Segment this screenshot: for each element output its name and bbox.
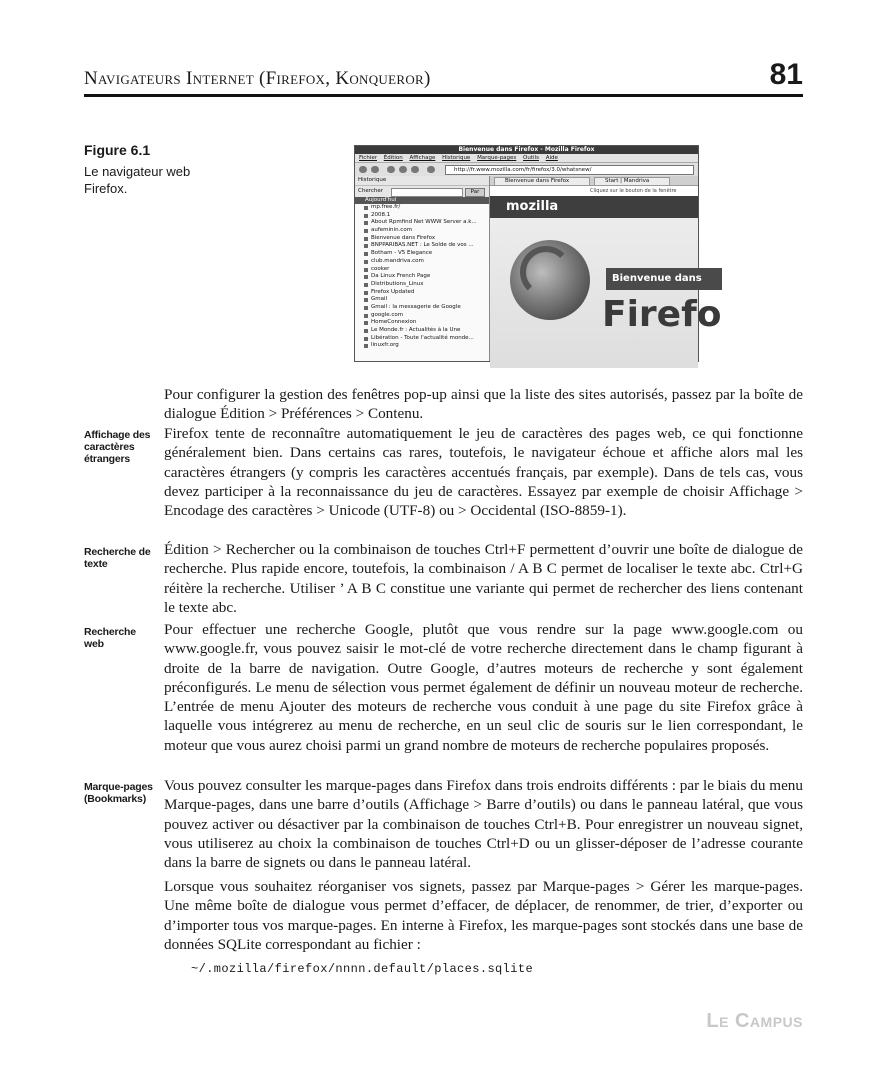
menu-item: Aide <box>545 155 558 161</box>
history-item: HomeConnexion <box>355 319 489 327</box>
firefox-logo-icon <box>510 240 590 320</box>
history-item: Gmail : la messagerie de Google <box>355 304 489 312</box>
history-item: google.com <box>355 312 489 320</box>
sidebar-title: Historique <box>355 176 489 186</box>
chapter-title: Navigateurs Internet (Firefox, Konqueror) <box>84 68 431 89</box>
page-number: 81 <box>769 58 803 91</box>
history-item: Gmail <box>355 296 489 304</box>
menu-item: Historique <box>442 155 471 161</box>
tab-mandriva: Start | Mandriva <box>594 177 670 186</box>
menu-item: Marque-pages <box>477 155 517 161</box>
mozilla-band: mozilla <box>490 196 698 218</box>
view-button: Par <box>465 188 485 197</box>
globe-icon <box>427 166 435 173</box>
margin-note: Recherche web <box>84 626 136 650</box>
sidebar-search <box>355 186 489 197</box>
menu-item: Outils <box>523 155 539 161</box>
search-label: Chercher <box>358 188 384 194</box>
history-item: BNPPARIBAS.NET : Le Solde de vos ... <box>355 242 489 250</box>
menu-item: Affichage <box>409 155 436 161</box>
url-bar: http://fr.www.mozilla.com/fr/firefox/3.0/whatsnew/ <box>445 165 694 175</box>
hero <box>490 218 722 368</box>
window-title: Bienvenue dans Firefox - Mozilla Firefox <box>355 146 698 154</box>
product-name: Firefo <box>602 294 722 335</box>
code-path: ~/.mozilla/firefox/nnnn.default/places.sqlite <box>191 962 534 976</box>
firefox-screenshot <box>354 145 722 362</box>
history-item: linuxfr.org <box>355 342 489 350</box>
history-item: Botham - V5 Elegance <box>355 250 489 258</box>
history-item: Libération - Toute l'actualité monde... <box>355 335 489 343</box>
history-item: cooker <box>355 266 489 274</box>
page-content <box>490 186 722 361</box>
welcome-text: Bienvenue dans <box>606 268 722 290</box>
figure-label: Figure 6.1 <box>84 142 151 158</box>
history-item: Da Linux French Page <box>355 273 489 281</box>
history-item: aufeminin.com <box>355 227 489 235</box>
stop-icon <box>399 166 407 173</box>
publisher-logo: Le Campus <box>706 1010 803 1032</box>
info-bar: Cliquez sur le bouton de la fenêtre <box>490 186 698 196</box>
figure-caption: Le navigateur web Firefox. <box>84 164 191 196</box>
margin-note: Affichage des caractères étrangers <box>84 429 151 465</box>
margin-note: Recherche de texte <box>84 546 151 570</box>
history-item: Bienvenue dans Firefox <box>355 235 489 243</box>
nav-toolbar <box>355 163 698 177</box>
running-header <box>84 58 803 97</box>
paragraph-bookmarks: Vous pouvez consulter les marque-pages dans Firefox dans trois endroits différents : par le biais du menu Marque-pages, dans une barre d’outils (Affichage > Barre d’outils) ou dans le panneau latéral, que vous pouvez activer ou désactiver par la combinaison de touches Ctrl+B. Pour enregistrer un nouveau signet, vous utiliserez au choix la combinaison de touches Ctrl+D ou un glisser-déposer de l’adresse courante dans la barre de signets ou dans le panneau latéral. <box>164 777 803 872</box>
history-item: About Rpmfind Net WWW Server a.k... <box>355 219 489 227</box>
history-item: Firefox Updated <box>355 289 489 297</box>
forward-icon <box>371 166 379 173</box>
history-sidebar <box>355 176 490 361</box>
margin-note: Marque-pages (Bookmarks) <box>84 781 153 805</box>
paragraph-manage-bookmarks: Lorsque vous souhaitez réorganiser vos signets, passez par Marque-pages > Gérer les marque-pages. Une même boîte de dialogue vous permet d’effacer, de déplacer, de renommer, de trier, d’exporter ou d’importer tous vos marque-pages. En interne à Firefox, les marque-pages sont stockés dans une base de données SQLite correspondant au fichier : <box>164 878 803 953</box>
history-item: club.mandriva.com <box>355 258 489 266</box>
history-item: Le Monde.fr : Actualités à la Une <box>355 327 489 335</box>
history-item: mp.free.fr/ <box>355 204 489 212</box>
paragraph-popups: Pour configurer la gestion des fenêtres pop-up ainsi que la liste des sites autorisés, passez par la boîte de dialogue Édition > Préférences > Contenu. <box>164 386 803 423</box>
menu-item: Édition <box>383 155 403 161</box>
history-item: Distributions_Linux <box>355 281 489 289</box>
paragraph-web-search: Pour effectuer une recherche Google, plutôt que vous rendre sur la page www.google.com ou www.google.fr, vous pouvez saisir le mot-clé de votre recherche directement dans le champ figurant à droite de la barre de navigation. Outre Google, d’autres moteurs de recherche y sont également préconfigurés. Le menu de sélection vous permet également de définir un nouveau moteur de recherche. L’entrée de menu Ajouter des moteurs de recherche vous conduit à une page du site Firefox grâce à laquelle vous intégrerez au menu de recherche, en un seul clic de souris sur le lien correspondant, le moteur que vous aurez choisi parmi un grand nombre de moteurs de recherche populaires proposés. <box>164 621 803 754</box>
tab-bar <box>490 176 698 186</box>
history-group-today: Aujourd'hui <box>355 197 489 204</box>
reload-icon <box>387 166 395 173</box>
search-box <box>391 188 463 197</box>
home-icon <box>411 166 419 173</box>
back-icon <box>359 166 367 173</box>
menu-item: Fichier <box>359 155 377 161</box>
menu-bar <box>355 154 698 163</box>
history-item: 2008.1 <box>355 212 489 220</box>
paragraph-text-search: Édition > Rechercher ou la combinaison de touches Ctrl+F permettent d’ouvrir une boîte de dialogue de recherche. Plus rapide encore, toutefois, la combinaison / A B C permet de localiser le texte abc. Ctrl+G réitère la recherche. Utiliser ’ A B C constitue une variante qui permet de rechercher des liens contenant le texte abc. <box>164 541 803 616</box>
paragraph-charset: Firefox tente de reconnaître automatiquement le jeu de caractères des pages web, ce qui fonctionne généralement bien. Dans certains cas rares, toutefois, le navigateur échoue et affiche alors mal les caractères étrangers (y compris les caractères accentués français, par exemple). Dans de tels cas, vous devez participer à la reconnaissance du jeu de caractères. Essayez par exemple de choisir Affichage > Encodage des caractères > Unicode (UTF-8) ou > Occidental (ISO-8859-1). <box>164 425 803 520</box>
tab-welcome: Bienvenue dans Firefox <box>494 177 590 186</box>
